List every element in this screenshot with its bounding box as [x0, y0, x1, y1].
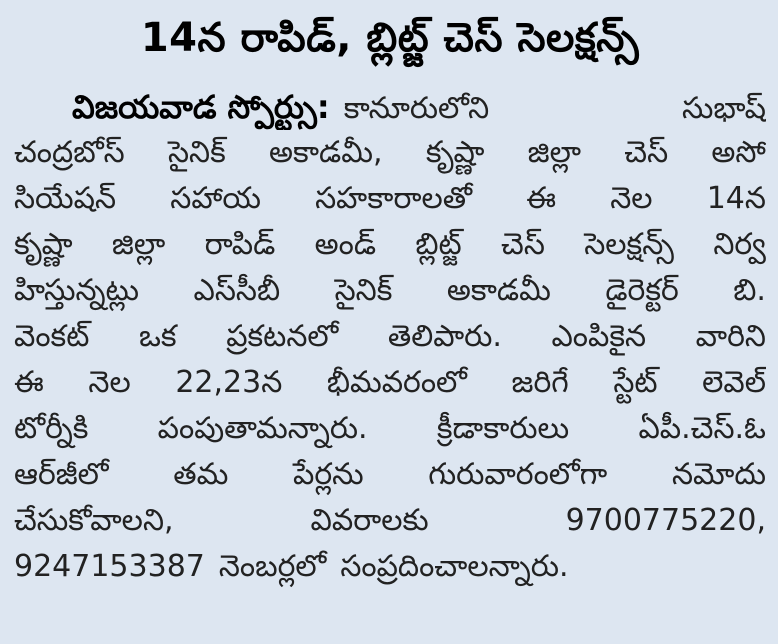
article-line [14, 544, 766, 590]
word: డైరెక్టర్ [605, 273, 679, 308]
phone-number: 9700775220, [565, 503, 766, 538]
word: అకాడమీ, [269, 135, 383, 170]
word: అసో [711, 135, 766, 170]
word: హిస్తున్నట్లు [14, 273, 140, 308]
word: నెంబర్లలో [218, 549, 327, 584]
word: నమోదు [671, 457, 766, 492]
word: 14న [706, 181, 766, 216]
article-line [14, 222, 766, 268]
word: ఎంపికైన [551, 319, 647, 354]
word: ప్రకటనలో [226, 319, 339, 354]
article-line [14, 130, 766, 176]
line-rest [344, 86, 766, 130]
word: కృష్ణా [14, 227, 73, 262]
word: భీమవరంలో [326, 365, 467, 400]
word: సైనిక్ [334, 273, 393, 308]
article-line [14, 314, 766, 360]
word: నెల [610, 181, 653, 216]
article-body [14, 84, 766, 590]
word: స్టేట్ [613, 365, 658, 400]
article-line [14, 452, 766, 498]
word: నెల [88, 365, 131, 400]
word: చంద్రబోస్ [14, 135, 125, 170]
word: క్రీడాకారులు [436, 411, 570, 446]
word: జిల్లా [527, 135, 582, 170]
article-line [14, 84, 766, 130]
word: జిల్లా [111, 227, 166, 262]
word: తమ [173, 457, 229, 492]
word: రాపిడ్ [204, 227, 276, 262]
article-line [14, 498, 766, 544]
word: పేర్లను [293, 457, 364, 492]
word: ఎస్‌సీబీ [193, 273, 281, 308]
word: కానూరులోని [343, 91, 490, 126]
word: సెలక్షన్స్ [584, 227, 674, 262]
word: సహాయ [170, 181, 261, 216]
word: టోర్నీకి [14, 411, 89, 446]
word: నిర్వ [713, 227, 766, 262]
word: 22,23న [175, 365, 283, 400]
word: లెవెల్ [702, 365, 766, 400]
word: సైనిక్ [168, 135, 226, 170]
word: ఒక [138, 319, 177, 354]
article-line [14, 406, 766, 452]
word: ఈ [14, 365, 44, 400]
dateline: విజయవాడ స్పోర్ట్సు: [72, 88, 330, 126]
word: బ్లిట్జ్ [415, 227, 462, 262]
article-line [14, 360, 766, 406]
word: చేసుకోవాలని, [14, 503, 174, 538]
word: జరిగే [511, 365, 569, 400]
word: తెలిపారు. [387, 319, 502, 354]
word: బి. [733, 273, 766, 308]
word: ఈ [526, 181, 557, 216]
article-line [14, 176, 766, 222]
word: సంప్రదించాలన్నారు. [340, 549, 569, 584]
article-line [14, 268, 766, 314]
phone-number: 9247153387 [14, 549, 205, 584]
word: చెస్ [624, 135, 669, 170]
headline: 14న రాపిడ్, బ్లిట్జ్ చెస్ సెలక్షన్స్ [140, 15, 640, 61]
word: అండ్ [314, 227, 377, 262]
word: కృష్ణా [425, 135, 485, 170]
word: వివరాలకు [310, 503, 429, 538]
word: పంపుతామన్నారు. [157, 411, 368, 446]
word: సియేషన్ [14, 181, 117, 216]
word: వెంకట్ [14, 319, 90, 354]
word: ఏపీ.చెస్.ఓ [638, 411, 766, 446]
word: చెస్ [501, 227, 545, 262]
word: ఆర్‌జీలో [14, 457, 109, 492]
word: సహకారాలతో [315, 181, 473, 216]
word: వారిని [695, 319, 766, 354]
word: అకాడమీ [446, 273, 551, 308]
word: సుభాష్ [681, 91, 766, 126]
word: గురువారంలోగా [428, 457, 608, 492]
